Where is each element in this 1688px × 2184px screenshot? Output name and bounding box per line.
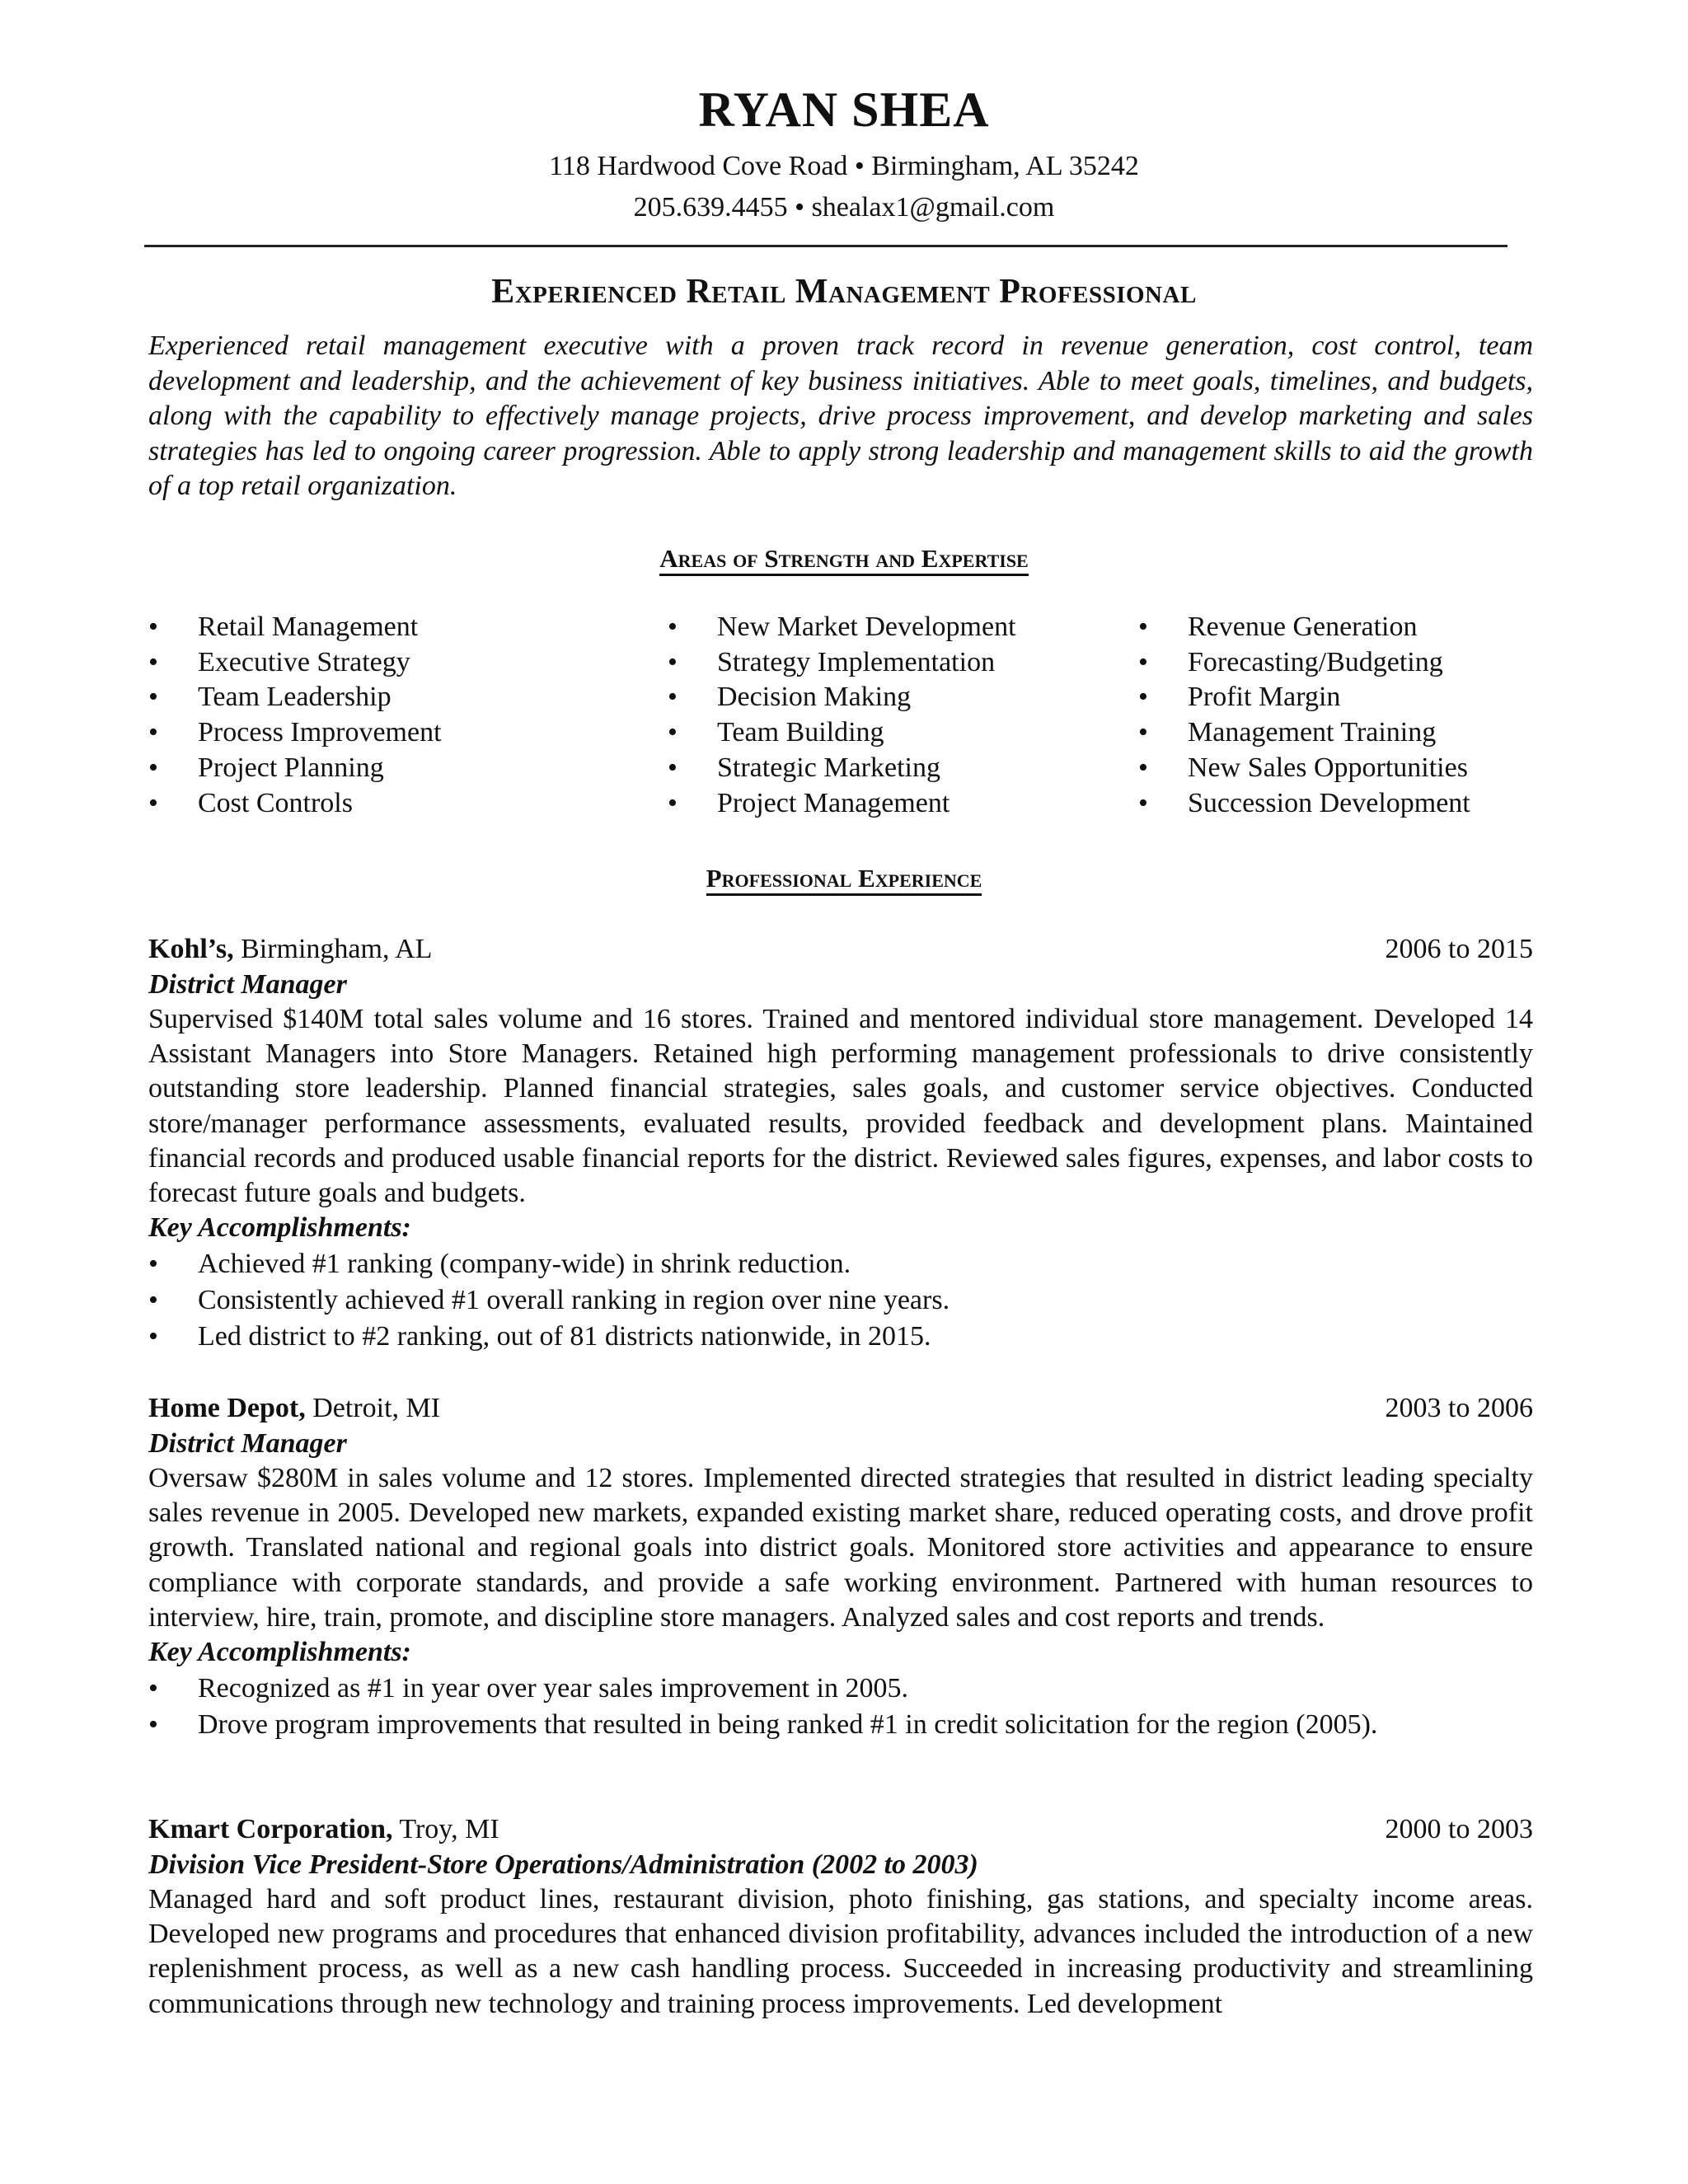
bullet-icon: • [1138, 752, 1148, 783]
accomplishment-item: • Recognized as #1 in year over year sales improvement in 2005. [148, 1671, 1533, 1707]
skill-item: • Forecasting/Budgeting [1188, 645, 1470, 681]
bullet-icon: • [1138, 717, 1148, 748]
bullet-icon: • [668, 752, 678, 783]
skill-item: • Retail Management [198, 610, 442, 645]
skill-item: • Strategic Marketing [717, 751, 1016, 786]
professional-headline: Experienced Retail Management Professional [491, 273, 1197, 311]
bullet-icon: • [668, 612, 678, 642]
bullet-icon: • [148, 717, 158, 748]
accomplishment-item: • Achieved #1 ranking (company-wide) in shrink reduction. [148, 1246, 1533, 1282]
job-dates: 2006 to 2015 [1385, 934, 1533, 964]
job-entry-kmart [148, 1812, 1533, 2022]
job-description: Managed hard and soft product lines, restaurant division, photo finishing, gas stations, and specialty income areas. Developed new programs and procedures that enhanced division profitability, advances included the introduction of a new replenishment process, as well as a new cash handling process. Succeeded in increasing productivity and streamlining communications through new technology and training process improvements. Led development [148, 1884, 1533, 2019]
candidate-name: RYAN SHEA [698, 82, 990, 137]
job-title: Division Vice President-Store Operations/Administration (2002 to 2003) [148, 1849, 978, 1880]
skill-item: • Project Management [717, 786, 1016, 822]
accomplishment-item: • Consistently achieved #1 overall ranking in region over nine years. [148, 1282, 1533, 1319]
skill-item: • Cost Controls [198, 786, 442, 822]
skills-column-3 [1138, 610, 1470, 821]
skill-item: • Decision Making [717, 680, 1016, 715]
accomplishments-label: Key Accomplishments: [148, 1212, 411, 1244]
skill-item: • Succession Development [1188, 786, 1470, 822]
bullet-icon: • [148, 1248, 158, 1279]
bullet-icon: • [148, 646, 158, 677]
bullet-icon: • [148, 1672, 158, 1704]
job-dates: 2003 to 2006 [1385, 1393, 1533, 1423]
bullet-icon: • [1138, 612, 1148, 642]
bullet-icon: • [668, 646, 678, 677]
summary-paragraph: Experienced retail management executive with a proven track record in revenue generation, cost control, team development and leadership, and the achievement of key business initiatives. Able to meet goals, timelines, and budgets, along with the capability to effectively manage projects, drive process improvement, and develop marketing and sales strategies has led to ongoing career progression. Able to apply strong leadership and management skills to aid the growth of a top retail organization. [148, 330, 1533, 501]
job-title: District Manager [148, 1427, 347, 1459]
skill-item: • Process Improvement [198, 715, 442, 751]
skill-item: • Revenue Generation [1188, 610, 1470, 645]
bullet-icon: • [148, 612, 158, 642]
job-location: Detroit, MI [312, 1393, 441, 1423]
bullet-icon: • [148, 682, 158, 713]
job-location: Birmingham, AL [241, 934, 433, 964]
accomplishments-label: Key Accomplishments: [148, 1637, 411, 1668]
job-dates: 2000 to 2003 [1385, 1814, 1533, 1844]
bullet-icon: • [148, 752, 158, 783]
company-name: Kohl’s, [148, 934, 234, 964]
job-header [148, 1391, 1533, 1427]
job-entry-kohls [148, 932, 1533, 1355]
bullet-icon: • [148, 1708, 158, 1740]
bullet-icon: • [1138, 787, 1148, 818]
skill-item: • Team Leadership [198, 680, 442, 715]
contact-line: 205.639.4455 • shealax1@gmail.com [633, 192, 1055, 223]
skill-item: • Team Building [717, 715, 1016, 751]
skill-item: • Strategy Implementation [717, 645, 1016, 681]
job-header [148, 932, 1533, 968]
bullet-icon: • [1138, 682, 1148, 713]
company-name: Kmart Corporation, [148, 1814, 393, 1844]
accomplishment-item: • Led district to #2 ranking, out of 81 districts nationwide, in 2015. [148, 1319, 1533, 1355]
skills-column-1 [148, 610, 442, 821]
experience-section-title [0, 862, 1688, 895]
job-description: Oversaw $280M in sales volume and 12 stores. Implemented directed strategies that resulted in district leading specialty sales revenue in 2005. Developed new markets, expanded existing market share, reduced operating costs, and drove profit growth. Translated national and regional goals into district goals. Monitored store activities and appearance to ensure compliance with corporate standards, and provide a safe working environment. Partnered with human resources to interview, hire, train, promote, and discipline store managers. Analyzed sales and cost reports and trends. [148, 1463, 1533, 1633]
skill-item: • Management Training [1188, 715, 1470, 751]
bullet-icon: • [148, 1284, 158, 1315]
skill-item: • Profit Margin [1188, 680, 1470, 715]
accomplishment-item: • Drove program improvements that resulted in being ranked #1 in credit solicitation for the region (2005). [148, 1707, 1533, 1743]
skill-item: • Executive Strategy [198, 645, 442, 681]
job-header [148, 1812, 1533, 1848]
skill-item: • New Sales Opportunities [1188, 751, 1470, 786]
bullet-icon: • [668, 717, 678, 748]
header-divider [144, 245, 1507, 247]
bullet-icon: • [148, 787, 158, 818]
bullet-icon: • [148, 1320, 158, 1352]
address-line: 118 Hardwood Cove Road • Birmingham, AL 35242 [549, 151, 1139, 181]
areas-section-title-text: Areas of Strength and Expertise [659, 544, 1028, 576]
skill-item: • Project Planning [198, 751, 442, 786]
job-title: District Manager [148, 968, 347, 1000]
bullet-icon: • [1138, 646, 1148, 677]
skill-item: • New Market Development [717, 610, 1016, 645]
bullet-icon: • [668, 787, 678, 818]
bullet-icon: • [668, 682, 678, 713]
areas-section-title [0, 542, 1688, 575]
skills-column-2 [668, 610, 1016, 821]
company-name: Home Depot, [148, 1393, 306, 1423]
accomplishments-list [148, 1246, 1533, 1355]
accomplishments-list [148, 1671, 1533, 1743]
job-entry-home-depot [148, 1391, 1533, 1743]
experience-section-title-text: Professional Experience [706, 864, 982, 896]
job-location: Troy, MI [399, 1814, 499, 1844]
job-description: Supervised $140M total sales volume and 16 stores. Trained and mentored individual store management. Developed 14 Assistant Managers into Store Managers. Retained high performing management professionals to drive consistently outstanding store leadership. Planned financial strategies, sales goals, and customer service objectives. Conducted store/manager performance assessments, evaluated results, provided feedback and development plans. Maintained financial records and produced usable financial reports for the district. Reviewed sales figures, expenses, and labor costs to forecast future goals and budgets. [148, 1004, 1533, 1209]
